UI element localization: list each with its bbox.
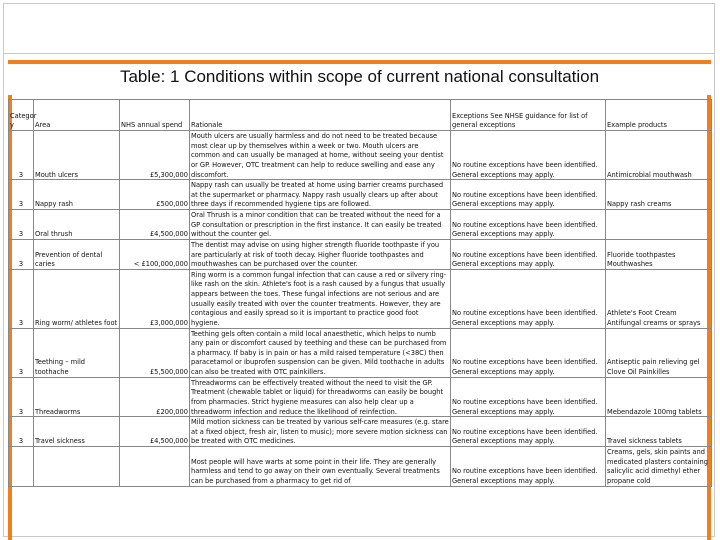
cell-products: Antiseptic pain relieving gel Clove Oil Painkilles — [606, 328, 712, 377]
cell-products — [606, 210, 712, 240]
cell-area — [34, 447, 120, 487]
cell-spend — [120, 447, 190, 487]
cell-rationale: Teething gels often contain a mild local anaesthetic, which helps to numb any pain or discomfort caused by teething and these can be purchased from a pharmacy. If baby is in pain or has a mild raised temperature (<38C) then paracetamol or ibuprofen suspension can be given. Mild toothache in adults can also be treated with OTC painkillers. — [190, 328, 451, 377]
cell-category: 3 — [9, 131, 34, 180]
cell-rationale: The dentist may advise on using higher strength fluoride toothpaste if you are particularly at risk of tooth decay. Higher fluoride toothpastes and mouthwashes can be purchased over the counter. — [190, 239, 451, 269]
cell-category: 3 — [9, 239, 34, 269]
cell-products: Antimicrobial mouthwash — [606, 131, 712, 180]
cell-area: Threadworms — [34, 377, 120, 417]
cell-area: Nappy rash — [34, 180, 120, 210]
conditions-table-container — [8, 99, 711, 540]
cell-rationale: Mild motion sickness can be treated by various self-care measures (e.g. stare at a fixed object, fresh air, listen to music); more severe motion sickness can be treated with OTC medicines. — [191, 417, 449, 446]
table-row — [9, 180, 712, 210]
table-row — [9, 210, 712, 240]
cell-spend: £200,000 — [120, 377, 190, 417]
header-area: Area — [34, 100, 120, 131]
cell-area: Mouth ulcers — [34, 131, 120, 180]
cell-exceptions: No routine exceptions have been identified. General exceptions may apply. — [451, 180, 606, 210]
cell-area: Teething – mild toothache — [34, 328, 120, 377]
cell-exceptions: No routine exceptions have been identified. General exceptions may apply. — [451, 210, 606, 240]
frame-divider — [3, 53, 715, 54]
cell-rationale: Threadworms can be effectively treated without the need to visit the GP. Treatment (chewable tablet or liquid) for threadworms can easily be bought from pharmacies. Strict hygiene measures can also help clear up a threadworm infection and reduce the likelihood of reinfection. — [190, 377, 451, 417]
cell-exceptions: No routine exceptions have been identified. General exceptions may apply. — [451, 447, 606, 487]
cell-products: Nappy rash creams — [606, 180, 712, 210]
table-row — [9, 328, 712, 377]
cell-spend: < £100,000,000 — [120, 239, 190, 269]
title-area — [8, 64, 711, 101]
page-title: Table: 1 Conditions within scope of current national consultation — [119, 67, 600, 86]
table-row — [9, 447, 712, 487]
cell-spend: £500,000 — [120, 180, 190, 210]
cell-category: 3 — [9, 377, 34, 417]
cell-products: Fluoride toothpastes Mouthwashes — [606, 239, 712, 269]
cell-spend: £5,300,000 — [120, 131, 190, 180]
table-row — [9, 239, 712, 269]
cell-area: Travel sickness — [34, 417, 120, 447]
cell-rationale: Most people will have warts at some point in their life. They are generally harmless and tend to go away on their own eventually. Several treatments can be purchased from a pharmacy to get rid of — [190, 447, 451, 487]
cell-rationale: Ring worm is a common fungal infection that can cause a red or silvery ring-like rash on the skin. Athlete's foot is a rash caused by a fungus that usually appears between the toes. These fungal infections are not serious and are usually easily treated with over the counter treatments. However, they are contagious and easily spread so it is important to practice good foot hygiene. — [190, 269, 451, 328]
cell-category: 3 — [9, 328, 34, 377]
cell-spend: £3,000,000 — [120, 269, 190, 328]
cell-exceptions: No routine exceptions have been identified. General exceptions may apply. — [451, 239, 606, 269]
cell-products: Travel sickness tablets — [606, 417, 712, 447]
table-row — [9, 269, 712, 328]
cell-area: Ring worm/ athletes foot — [34, 269, 120, 328]
cell-products: Mebendazole 100mg tablets — [606, 377, 712, 417]
cell-exceptions: No routine exceptions have been identified. General exceptions may apply. — [451, 417, 606, 447]
cell-rationale: Oral Thrush is a minor condition that can be treated without the need for a GP consultation or prescription in the first instance. It can easily be treated without the counter gel. — [190, 210, 451, 240]
cell-rationale: Mouth ulcers are usually harmless and do not need to be treated because most clear up by themselves within a week or two. Mouth ulcers are common and can usually be managed at home, without seeing your dentist or GP. However, OTC treatment can help to reduce swelling and ease any discomfort. — [190, 131, 451, 180]
cell-exceptions: No routine exceptions have been identified. General exceptions may apply. — [451, 131, 606, 180]
cell-products: Athlete's Foot Cream Antifungal creams or sprays — [606, 269, 712, 328]
cell-exceptions: No routine exceptions have been identified. General exceptions may apply. — [451, 377, 606, 417]
cell-exceptions: No routine exceptions have been identified. General exceptions may apply. — [451, 269, 606, 328]
cell-spend: £4,500,000 — [120, 417, 190, 447]
cell-category: 3 — [9, 269, 34, 328]
header-products: Example products — [606, 100, 712, 131]
cell-category: 3 — [9, 417, 34, 447]
cell-category: 3 — [9, 180, 34, 210]
cell-rationale: Nappy rash can usually be treated at home using barrier creams purchased at the supermarket or pharmacy. Nappy rash usually clears up after about three days if recommended hygiene tips are followed. — [190, 180, 451, 210]
cell-area: Prevention of dental caries — [34, 239, 120, 269]
header-exceptions: Exceptions See NHSE guidance for list of general exceptions — [451, 100, 606, 131]
table-row — [9, 377, 712, 417]
cell-products: Creams, gels, skin paints and medicated plasters containing salicylic acid dimethyl ether propane cold — [606, 447, 712, 487]
table-row — [9, 417, 712, 447]
cell-category: 3 — [9, 210, 34, 240]
header-category: Categor y — [9, 100, 34, 131]
table-header-row — [9, 100, 712, 131]
cell-spend: £5,500,000 — [120, 328, 190, 377]
conditions-table — [8, 99, 712, 487]
header-spend: NHS annual spend — [120, 100, 190, 131]
cell-exceptions: No routine exceptions have been identified. General exceptions may apply. — [451, 328, 606, 377]
header-rationale: Rationale — [190, 100, 451, 131]
cell-category — [9, 447, 34, 487]
cell-area: Oral thrush — [34, 210, 120, 240]
table-row — [9, 131, 712, 180]
cell-spend: £4,500,000 — [120, 210, 190, 240]
